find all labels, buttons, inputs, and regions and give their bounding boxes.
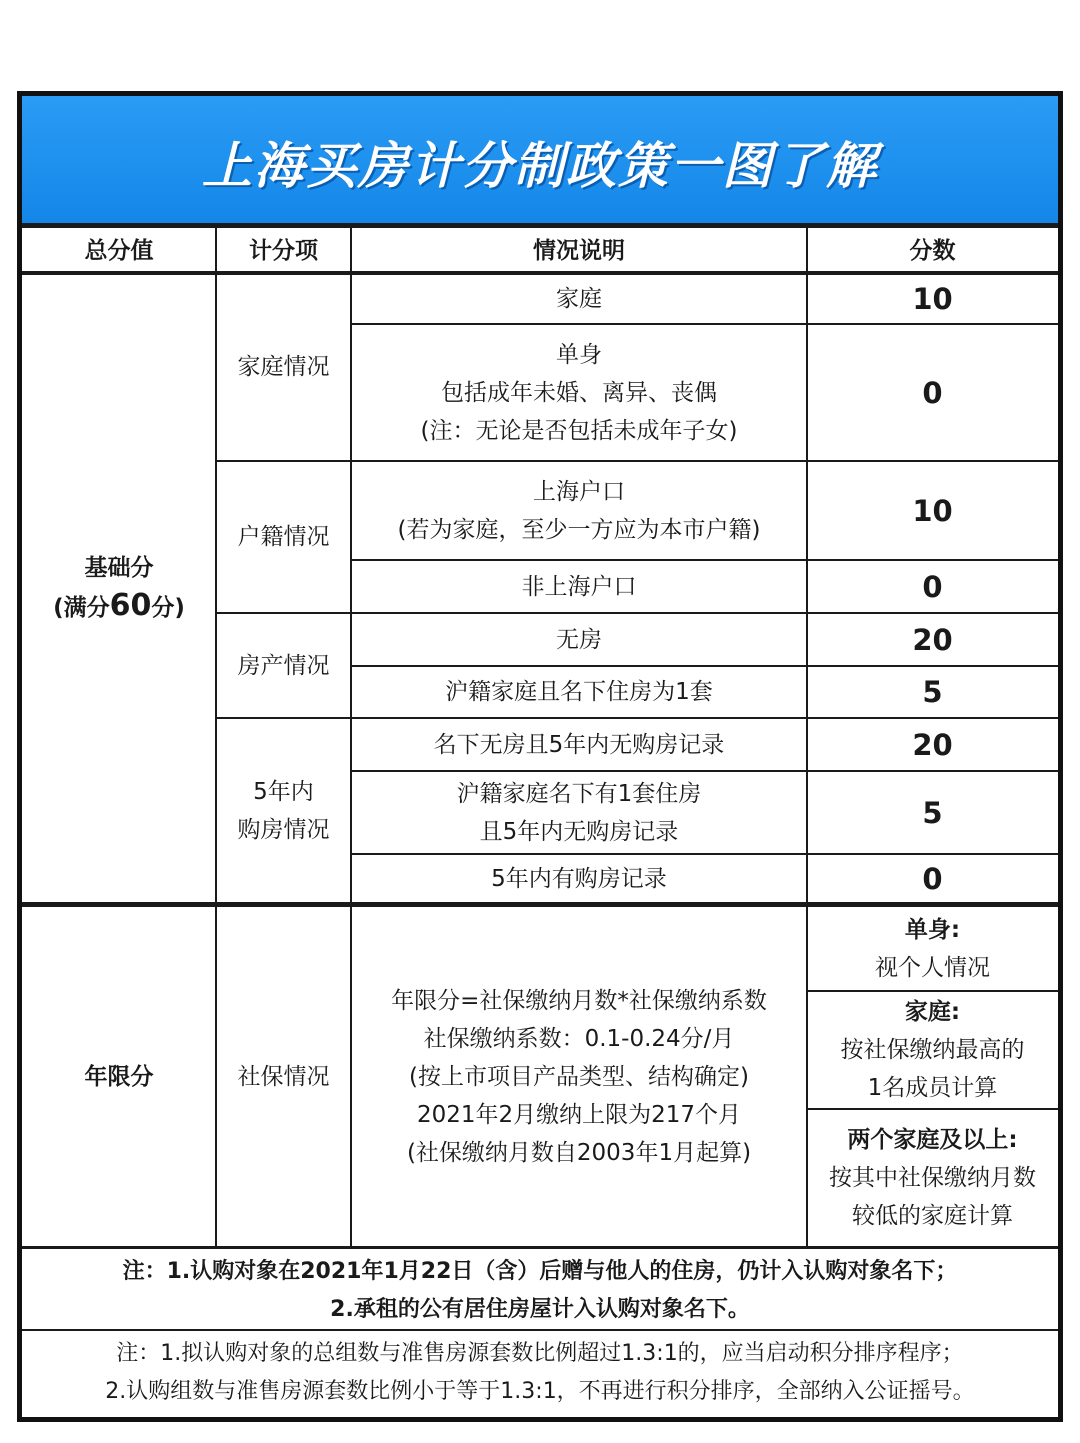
title-banner: [22, 96, 1058, 223]
score-no-purchase: 20: [912, 727, 953, 762]
rule-purchase-split2: [351, 853, 1058, 855]
item-purchase-line1: 5年内: [253, 778, 314, 805]
desc-has-purchase: 5年内有购房记录: [491, 865, 667, 892]
col-line-1: [215, 228, 217, 1247]
base-score-title: 基础分: [84, 555, 154, 581]
base-score-sub-suffix: 分): [151, 595, 185, 621]
score-one-house: 5: [922, 675, 943, 709]
rule-single-text: 视个人情况: [875, 955, 990, 981]
header-item: 计分项: [249, 237, 318, 264]
rule-property-split: [351, 665, 1058, 667]
rule-multi-line2: 较低的家庭计算: [852, 1203, 1013, 1229]
score-family: 10: [912, 281, 953, 316]
rule-single: [807, 907, 1058, 991]
rule-multi-line1: 按其中社保缴纳月数: [829, 1165, 1036, 1191]
desc-ss-line2: 社保缴纳系数：0.1-0.24分/月: [423, 1026, 735, 1052]
desc-single: [351, 324, 807, 461]
desc-shanghai-hukou-line1: 上海户口: [533, 478, 625, 505]
note-2-line2: 2.认购组数与准售房源套数比例小于等于1.3:1，不再进行积分排序，全部纳入公证摇号。: [105, 1379, 975, 1404]
item-purchase-line2: 购房情况: [237, 816, 330, 843]
base-score-sub-prefix: (满分: [53, 595, 110, 621]
rule-purchase-split1: [351, 770, 1058, 772]
rule-under-banner: [22, 223, 1058, 228]
desc-ss-line1: 年限分=社保缴纳月数*社保缴纳系数: [391, 988, 767, 1014]
desc-one-house-no-purchase-line1: 沪籍家庭名下有1套住房: [456, 780, 702, 807]
score-single: 0: [922, 375, 943, 410]
rule-family-title: 家庭:: [904, 999, 961, 1025]
item-hukou: 户籍情况: [237, 524, 330, 550]
desc-no-purchase: 名下无房且5年内无购房记录: [433, 731, 725, 758]
desc-single-line2: 包括成年未婚、离异、丧偶: [441, 379, 717, 406]
header-score: 分数: [909, 237, 956, 264]
desc-no-house: 无房: [556, 626, 602, 653]
desc-non-shanghai-hukou: 非上海户口: [521, 573, 637, 600]
rule-note1-top: [22, 1246, 1058, 1249]
header-total: 总分值: [84, 237, 154, 264]
rule-note2-top: [22, 1329, 1058, 1331]
policy-card: [17, 91, 1063, 1422]
note-2-line1: 注：1.拟认购对象的总组数与准售房源套数比例超过1.3:1的，应当启动积分排序程序；: [116, 1341, 964, 1366]
desc-single-line3: (注：无论是否包括未成年子女): [420, 417, 738, 444]
note-1-line1: 注：1.认购对象在2021年1月22日（含）后赠与他人的住房，仍计入认购对象名下；: [122, 1259, 958, 1284]
note-1-line2: 2.承租的公有居住房屋计入认购对象名下。: [330, 1297, 750, 1322]
rule-years-top: [22, 902, 1058, 907]
col-line-3: [806, 228, 808, 1247]
base-score-label: [22, 273, 216, 903]
col-line-2: [350, 228, 352, 1247]
rule-years-split2: [807, 1108, 1058, 1110]
rule-single-title: 单身:: [904, 917, 961, 943]
rule-family-split: [351, 323, 1058, 325]
rule-hukou-top: [216, 460, 1058, 462]
rule-property-top: [216, 612, 1058, 614]
item-property: 房产情况: [237, 652, 330, 679]
rule-purchase-top: [216, 717, 1058, 719]
score-one-house-no-purchase: 5: [922, 795, 943, 830]
desc-one-house-no-purchase: [351, 771, 807, 854]
desc-ss-line4: 2021年2月缴纳上限为217个月: [416, 1102, 742, 1128]
page-title: 上海买房计分制政策一图了解: [202, 137, 878, 195]
rule-family-line1: 按社保缴纳最高的: [840, 1037, 1025, 1063]
base-score-max: 60: [109, 588, 152, 623]
item-social-security: 社保情况: [237, 1064, 330, 1090]
rule-family: [807, 991, 1058, 1109]
score-shanghai-hukou: 10: [912, 493, 953, 528]
desc-single-line1: 单身: [556, 341, 602, 368]
rule-under-header: [22, 271, 1058, 275]
desc-shanghai-hukou: [351, 461, 807, 560]
desc-one-house-no-purchase-line2: 且5年内无购房记录: [479, 818, 679, 845]
desc-ss-line5: (社保缴纳月数自2003年1月起算): [406, 1140, 752, 1166]
score-no-house: 20: [912, 622, 953, 657]
desc-shanghai-hukou-line2: (若为家庭，至少一方应为本市户籍): [397, 516, 761, 543]
score-has-purchase: 0: [922, 861, 943, 896]
rule-hukou-split: [351, 559, 1058, 561]
header-desc: 情况说明: [533, 237, 625, 264]
desc-ss-line3: (按上市项目产品类型、结构确定): [409, 1064, 749, 1090]
years-score-label: 年限分: [84, 1064, 154, 1090]
desc-one-house: 沪籍家庭且名下住房为1套: [445, 679, 713, 705]
item-family: 家庭情况: [237, 354, 330, 380]
desc-social-security: [351, 907, 807, 1247]
rule-multi-family: [807, 1109, 1058, 1247]
item-purchase: [216, 718, 351, 903]
base-score-sub: [53, 587, 185, 627]
desc-family: 家庭: [556, 285, 602, 312]
score-non-shanghai-hukou: 0: [922, 569, 943, 604]
rule-years-split1: [807, 990, 1058, 992]
rule-family-line2: 1名成员计算: [867, 1075, 998, 1101]
rule-multi-title: 两个家庭及以上:: [847, 1127, 1018, 1153]
